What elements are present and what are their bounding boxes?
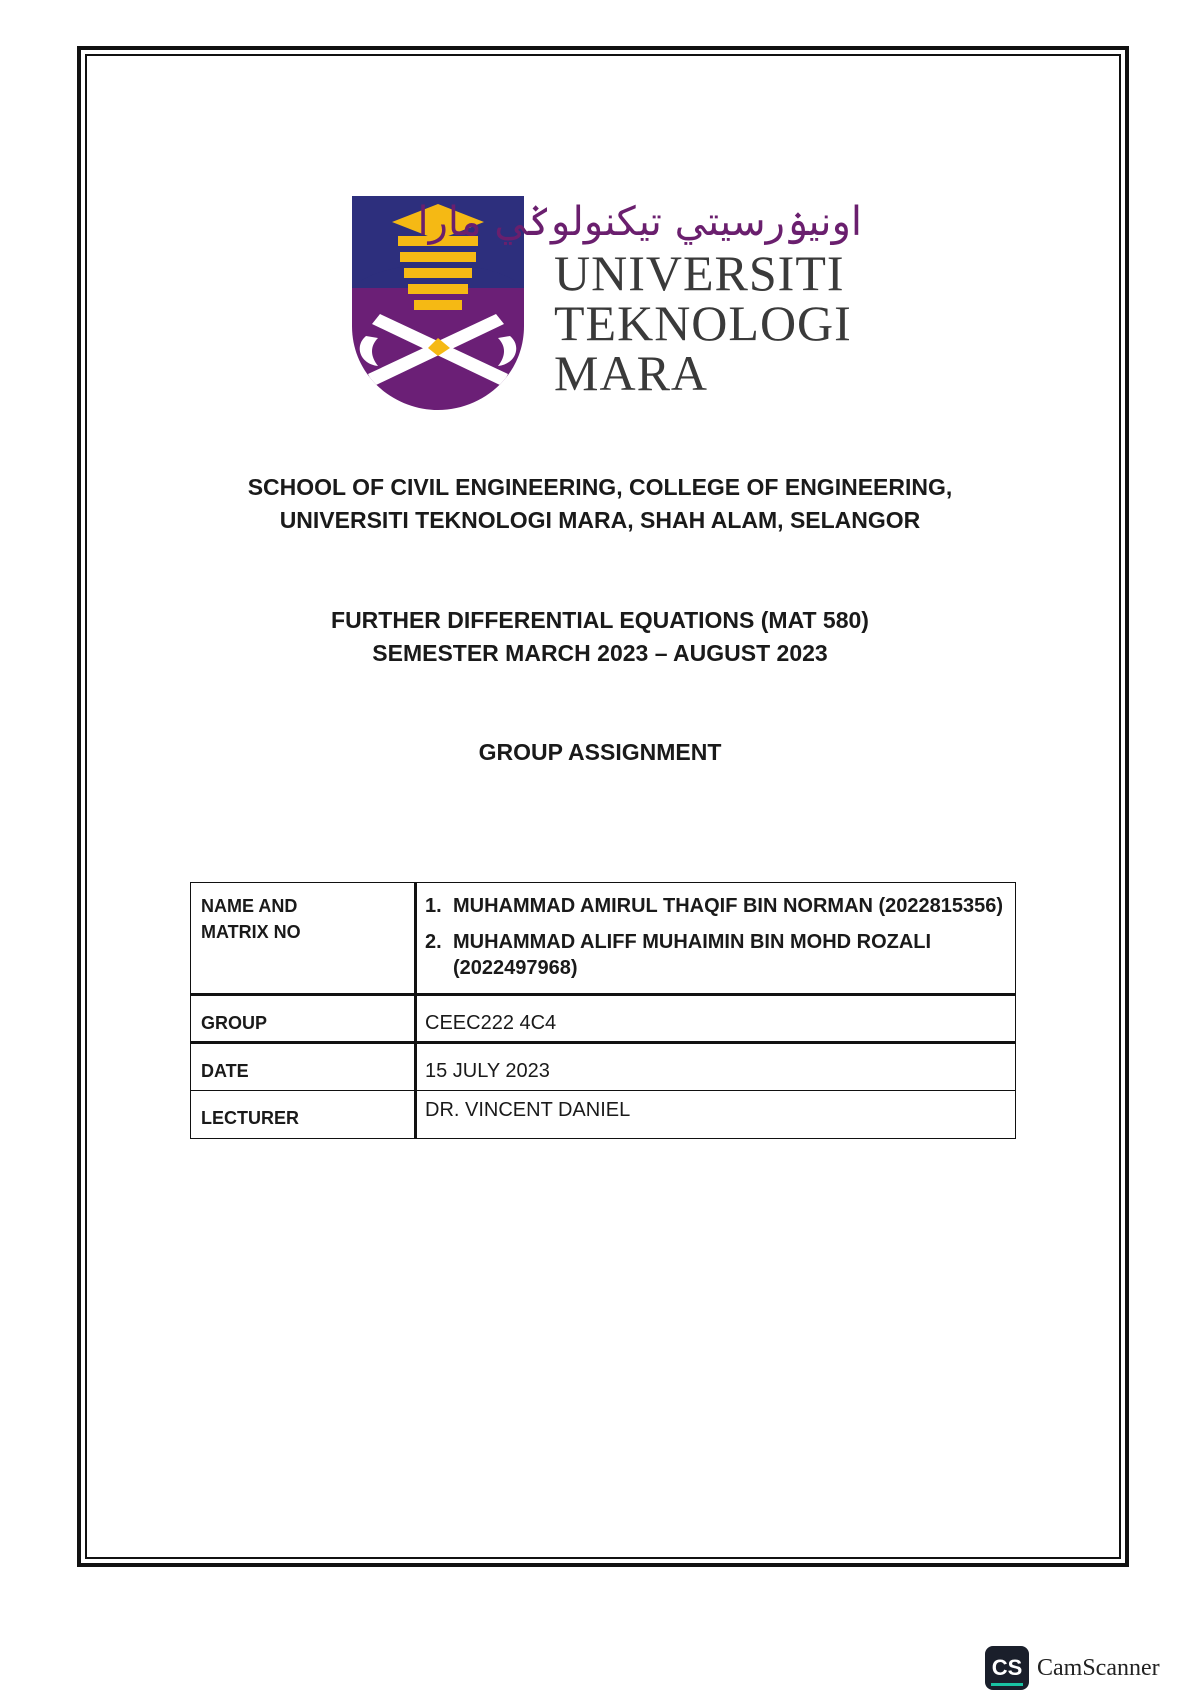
wordmark-line-3: MARA [554, 345, 709, 401]
wordmark-line-2: TEKNOLOGI [554, 295, 852, 351]
course-heading [0, 604, 1200, 670]
member-name: MUHAMMAD ALIFF MUHAIMIN BIN MOHD ROZALI (2022497968) [453, 931, 932, 979]
group-value: CEEC222 4C4 [416, 995, 1016, 1043]
university-logo [352, 196, 862, 411]
course-line-2: SEMESTER MARCH 2023 – AUGUST 2023 [372, 640, 828, 666]
group-label: GROUP [191, 995, 416, 1043]
table-row [191, 995, 1016, 1043]
wordmark-line-1: UNIVERSITI [554, 245, 845, 301]
member-list [425, 893, 1007, 981]
lecturer-value: DR. VINCENT DANIEL [416, 1091, 1016, 1139]
camscanner-logo-icon: CS [985, 1646, 1029, 1690]
list-item: 1. MUHAMMAD AMIRUL THAQIF BIN NORMAN (2022815356) [425, 895, 1004, 917]
school-line-2: UNIVERSITI TEKNOLOGI MARA, SHAH ALAM, SELANGOR [279, 507, 921, 533]
date-label: DATE [191, 1043, 416, 1091]
member-name: MUHAMMAD AMIRUL THAQIF BIN NORMAN (2022815356) [453, 895, 1004, 917]
date-value: 15 JULY 2023 [416, 1043, 1016, 1091]
table-row [191, 1043, 1016, 1091]
camscanner-watermark [985, 1646, 1160, 1690]
course-line-1: FURTHER DIFFERENTIAL EQUATIONS (MAT 580) [331, 607, 869, 633]
jawi-university-name: اونيۏرسيتي تيكنولوݢي مارا [417, 199, 862, 245]
assignment-title: GROUP ASSIGNMENT [478, 739, 722, 765]
cover-info-table [190, 882, 1016, 1139]
school-heading [0, 471, 1200, 537]
school-line-1: SCHOOL OF CIVIL ENGINEERING, COLLEGE OF ENGINEERING, [247, 474, 953, 500]
table-row [191, 883, 1016, 995]
list-item: 2. MUHAMMAD ALIFF MUHAIMIN BIN MOHD ROZALI (2022497968) [425, 929, 1007, 981]
camscanner-label: CamScanner [1037, 1654, 1160, 1681]
members-cell [416, 883, 1016, 995]
table-row [191, 1091, 1016, 1139]
lecturer-label: LECTURER [191, 1091, 416, 1139]
university-wordmark [554, 245, 852, 401]
name-matrix-label: NAME AND MATRIX NO [191, 883, 416, 995]
